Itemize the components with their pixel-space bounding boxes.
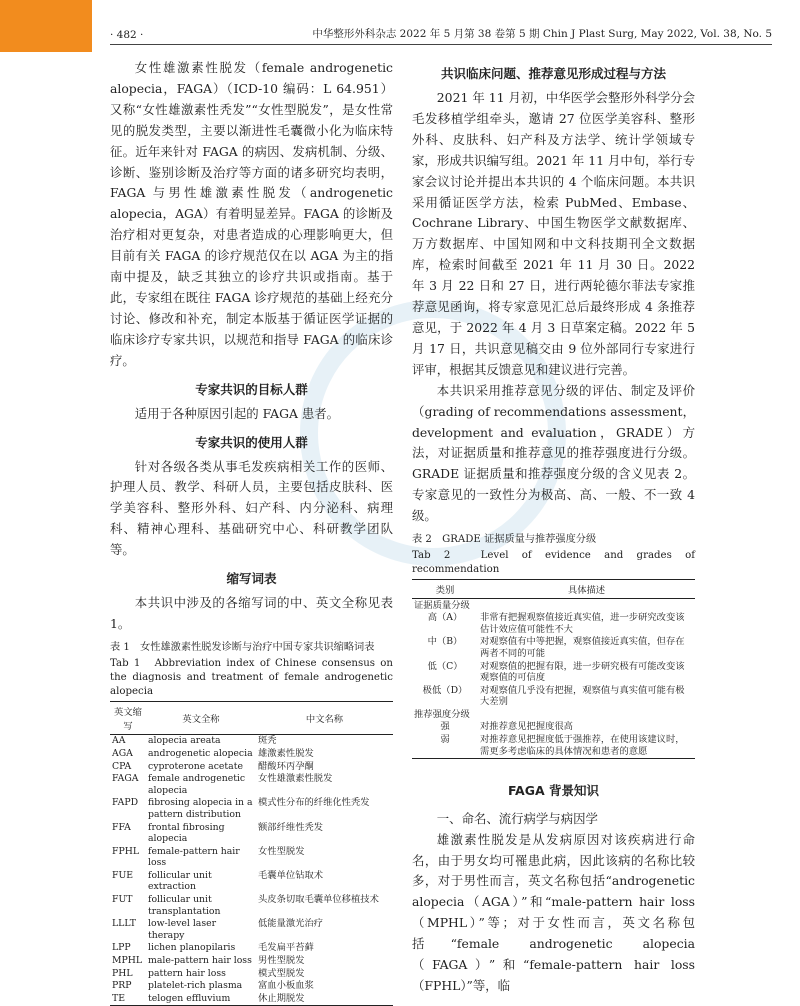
table-cell: FPHL [112,845,139,857]
table-row [110,955,393,968]
abbr-paragraph: 本共识中涉及的各缩写词的中、英文全称见表 1。 [110,595,393,631]
table-cell: 强 [440,721,450,733]
table-cell: 对推荐意见把握度很高 [480,721,573,733]
table2-caption-cn: 表 2 GRADE 证据质量与推荐强度分级 [412,534,597,546]
table-cell: 中（B） [427,636,463,648]
table-cell: 对观察值几乎没有把握，观察值与真实值可能有极大差别 [480,684,685,708]
table-row [412,612,695,636]
heading-target-population: 专家共识的目标人群 [195,381,308,397]
table2-header-cell: 类别 [412,580,478,599]
left-column [110,52,393,1006]
table-cell: 毛囊单位钻取术 [258,869,324,881]
table-cell: 雄激素性脱发 [258,747,314,759]
table-row [110,942,393,955]
page-number: · 482 · [110,29,144,41]
table-cell: telogen effluvium [146,992,256,1005]
table-cell: 模式型脱发 [258,967,305,979]
table-cell: lichen planopilaris [148,942,236,954]
table-row [412,734,695,759]
process-paragraph: 2021 年 11 月初，中华医学会整形外科学分会毛发移植学组牵头，邀请 27 位医学美容科、整形外科、皮肤科、妇产科及方法学、统计学领域专家，形成共识编写组。2021 年 11 月中旬，举行专家会议讨论并提出本共识的 4 个临床问题。本共识采用循证医学方法，检索 PubMed、Embase、Cochrane Library、中国生物医学文献数据库、万方数据库、中国知网和中文科技期刊全文数据库，检索时间截至 2021 年 11 月 30 日。2022 年 3 月 22 日和 27 日，进行两轮德尔菲法专家推荐意见函询，将专家意见汇总后最终形成 4 条推荐意见，于 2022 年 4 月 3 日草案定稿。2022 年 5 月 17 日，共识意见稿交由 9 位外部同行专家进行评审，根据其反馈意见和建议进行完善。 [412,90,695,377]
table-cell: 休止期脱发 [256,992,393,1005]
table-cell: FUE [112,869,134,881]
table-row [412,636,695,660]
table-cell: 对推荐意见把握度低于强推荐，在使用该建议时，需更多考虑临床的具体情况和患者的意愿 [478,734,695,759]
table1-header-cell: 英文缩写 [110,701,146,734]
heading-abbreviations: 缩写词表 [226,571,277,587]
table-cell: cyproterone acetate [148,760,243,772]
table-row [110,992,393,1005]
table-cell: 男性型脱发 [258,955,305,967]
abbreviation-table [110,701,393,1006]
table-cell: female androgenetic alopecia [148,773,246,796]
table2-header-cell: 具体描述 [478,580,695,599]
page-header [110,24,772,45]
heading-process: 共识临床问题、推荐意见形成过程与方法 [440,66,666,81]
table-cell: PHL [112,967,133,979]
intro-paragraph: 女性雄激素性脱发（female androgenetic alopecia，FAGA）（ICD-10 编码：L 64.951）又称“女性雄激素性秃发”“女性型脱发”，是女性常见的脱发类型，主要以渐进性毛囊微小化为临床特征。近年来针对 FAGA 的病因、发病机制、分级、诊断、鉴别诊断及治疗等方面的诸多研究均表明，FAGA 与男性雄激素性脱发（androgenetic alopecia，AGA）有着明显差异。FAGA 的诊断及治疗相对更复杂，对患者造成的心理影响更大，但目前有关 FAGA 的诊疗规范仅在以 AGA 为主的指南中提及，缺乏其独立的诊疗共识或指南。基于此，专家组在既往 FAGA 诊疗规范的基础上经充分讨论、修改和补充，制定本版基于循证医学证据的临床诊疗专家共识，以规范和指导 FAGA 的临床诊疗。 [110,60,393,368]
table-cell: follicular unit transplantation [148,894,221,917]
heading-background: FAGA 背景知识 [507,782,600,798]
table-cell: AGA [112,747,133,759]
table-cell: 头皮条切取毛囊单位移植技术 [258,894,379,906]
group-label: 推荐强度分级 [414,708,470,720]
table-cell: PRP [112,980,132,992]
table-row [110,845,393,869]
table1-caption-en: Tab 1 Abbreviation index of Chinese consensus on the diagnosis and treatment of female androgenetic alopecia [110,657,393,697]
table-row [412,721,695,734]
table-row [412,684,695,708]
table-cell: 女性雄激素性脱发 [258,773,333,785]
table-cell: female-pattern hair loss [148,845,240,869]
table-cell: low-level laser therapy [148,918,217,941]
table-cell: 低能量激光治疗 [258,918,324,930]
table-row [110,869,393,893]
table-cell: MPHL [112,955,143,967]
table-cell: 女性型脱发 [258,845,305,857]
table-cell: FFA [112,821,131,833]
table-row [110,980,393,993]
table-cell: 低（C） [427,660,463,672]
grade-paragraph: 本共识采用推荐意见分级的评估、制定及评价（grading of recommendations assessment，development and evaluation，GRADE）方法，对证据质量和推荐意见的推荐强度进行分级。GRADE 证据质量和推荐强度分级的含义见表 2。专家意见的一致性分为极高、高、一般、不一致 4 级。 [412,382,695,524]
table-cell: 模式性分布的纤维化性秃发 [258,797,370,809]
table-cell: fibrosing alopecia in a pattern distribution [148,797,253,820]
table-cell: 弱 [412,734,478,759]
table1-header-cell: 中文名称 [256,701,393,734]
table-cell: 斑秃 [258,735,277,747]
table-cell: platelet-rich plasma [148,980,243,992]
table-row [110,773,393,797]
table-cell: FAPD [112,797,139,809]
table-row [110,747,393,760]
table-group-row [412,708,695,721]
journal-info: 中华整形外科杂志 2022 年 5 月第 38 卷第 5 期 Chin J Plast Surg, May 2022, Vol. 38, No. 5 [312,28,772,40]
table-cell: androgenetic alopecia [148,747,253,759]
table1-caption-cn: 表 1 女性雄激素性脱发诊断与治疗中国专家共识缩略词表 [110,641,375,653]
table-cell: AA [112,735,126,747]
table-cell: 极低（D） [422,684,468,696]
target-paragraph: 适用于各种原因引起的 FAGA 患者。 [134,405,340,421]
background-paragraph: 雄激素性脱发是从发病原因对该疾病进行命名，由于男女均可罹患此病，因此该病的名称比较多，对于男性而言，英文名称包括“androgenetic alopecia（AGA）”和“male-pattern hair loss（MPHL）”等；对于女性而言，英文名称包括“female androgenetic alopecia（FAGA）”和“female-pattern hair loss（FPHL）”等，临 [412,831,695,993]
table-cell: 毛发扁平苔藓 [258,942,314,954]
table-cell: 非常有把握观察值接近真实值，进一步研究改变该估计效应值可能性不大 [480,612,685,635]
table2-caption-en: Tab 2 Level of evidence and grades of recommendation [412,550,695,576]
table1-header-cell: 英文全称 [146,701,256,734]
group-label: 证据质量分级 [414,599,470,611]
table-cell: CPA [112,760,132,772]
table-cell: FUT [112,894,133,906]
table-row [110,734,393,747]
table-cell: pattern hair loss [148,967,226,979]
users-paragraph: 针对各级各类从事毛发疾病相关工作的医师、护理人员、教学、科研人员，主要包括皮肤科、医学美容科、整形外科、妇产科、内分泌科、病理科、精神心理科、基础研究中心、科研教学团队等。 [110,458,393,558]
subheading-naming: 一、命名、流行病学与病因学 [436,810,598,826]
table-row [412,660,695,684]
table-row [110,918,393,942]
right-column [412,52,695,997]
table-cell: 富血小板血浆 [258,980,314,992]
table-cell: alopecia areata [148,735,221,747]
table-cell: FAGA [112,773,139,785]
table-cell: 额部纤维性秃发 [258,821,324,833]
table-cell: 对观察值的把握有限，进一步研究极有可能改变该观察值的可信度 [480,660,685,684]
table-cell: frontal fibrosing alopecia [148,821,225,845]
table-cell: male-pattern hair loss [148,955,252,967]
table-row [110,760,393,773]
table-row [110,797,393,821]
table-cell: 醋酸环丙孕酮 [258,760,314,772]
corner-color-block [0,0,92,52]
table-row [110,967,393,980]
grade-table [412,579,695,759]
table-cell: LPP [112,942,131,954]
table-group-row [412,599,695,612]
table-row [110,821,393,845]
table-cell: 高（A） [427,612,463,624]
table-cell: follicular unit extraction [148,869,212,893]
table-cell: LLLT [112,918,136,930]
table-cell: TE [110,992,146,1005]
table-row [110,894,393,918]
heading-users: 专家共识的使用人群 [195,434,308,450]
table-cell: 对观察值有中等把握，观察值接近真实值，但存在两者不同的可能 [480,636,685,659]
